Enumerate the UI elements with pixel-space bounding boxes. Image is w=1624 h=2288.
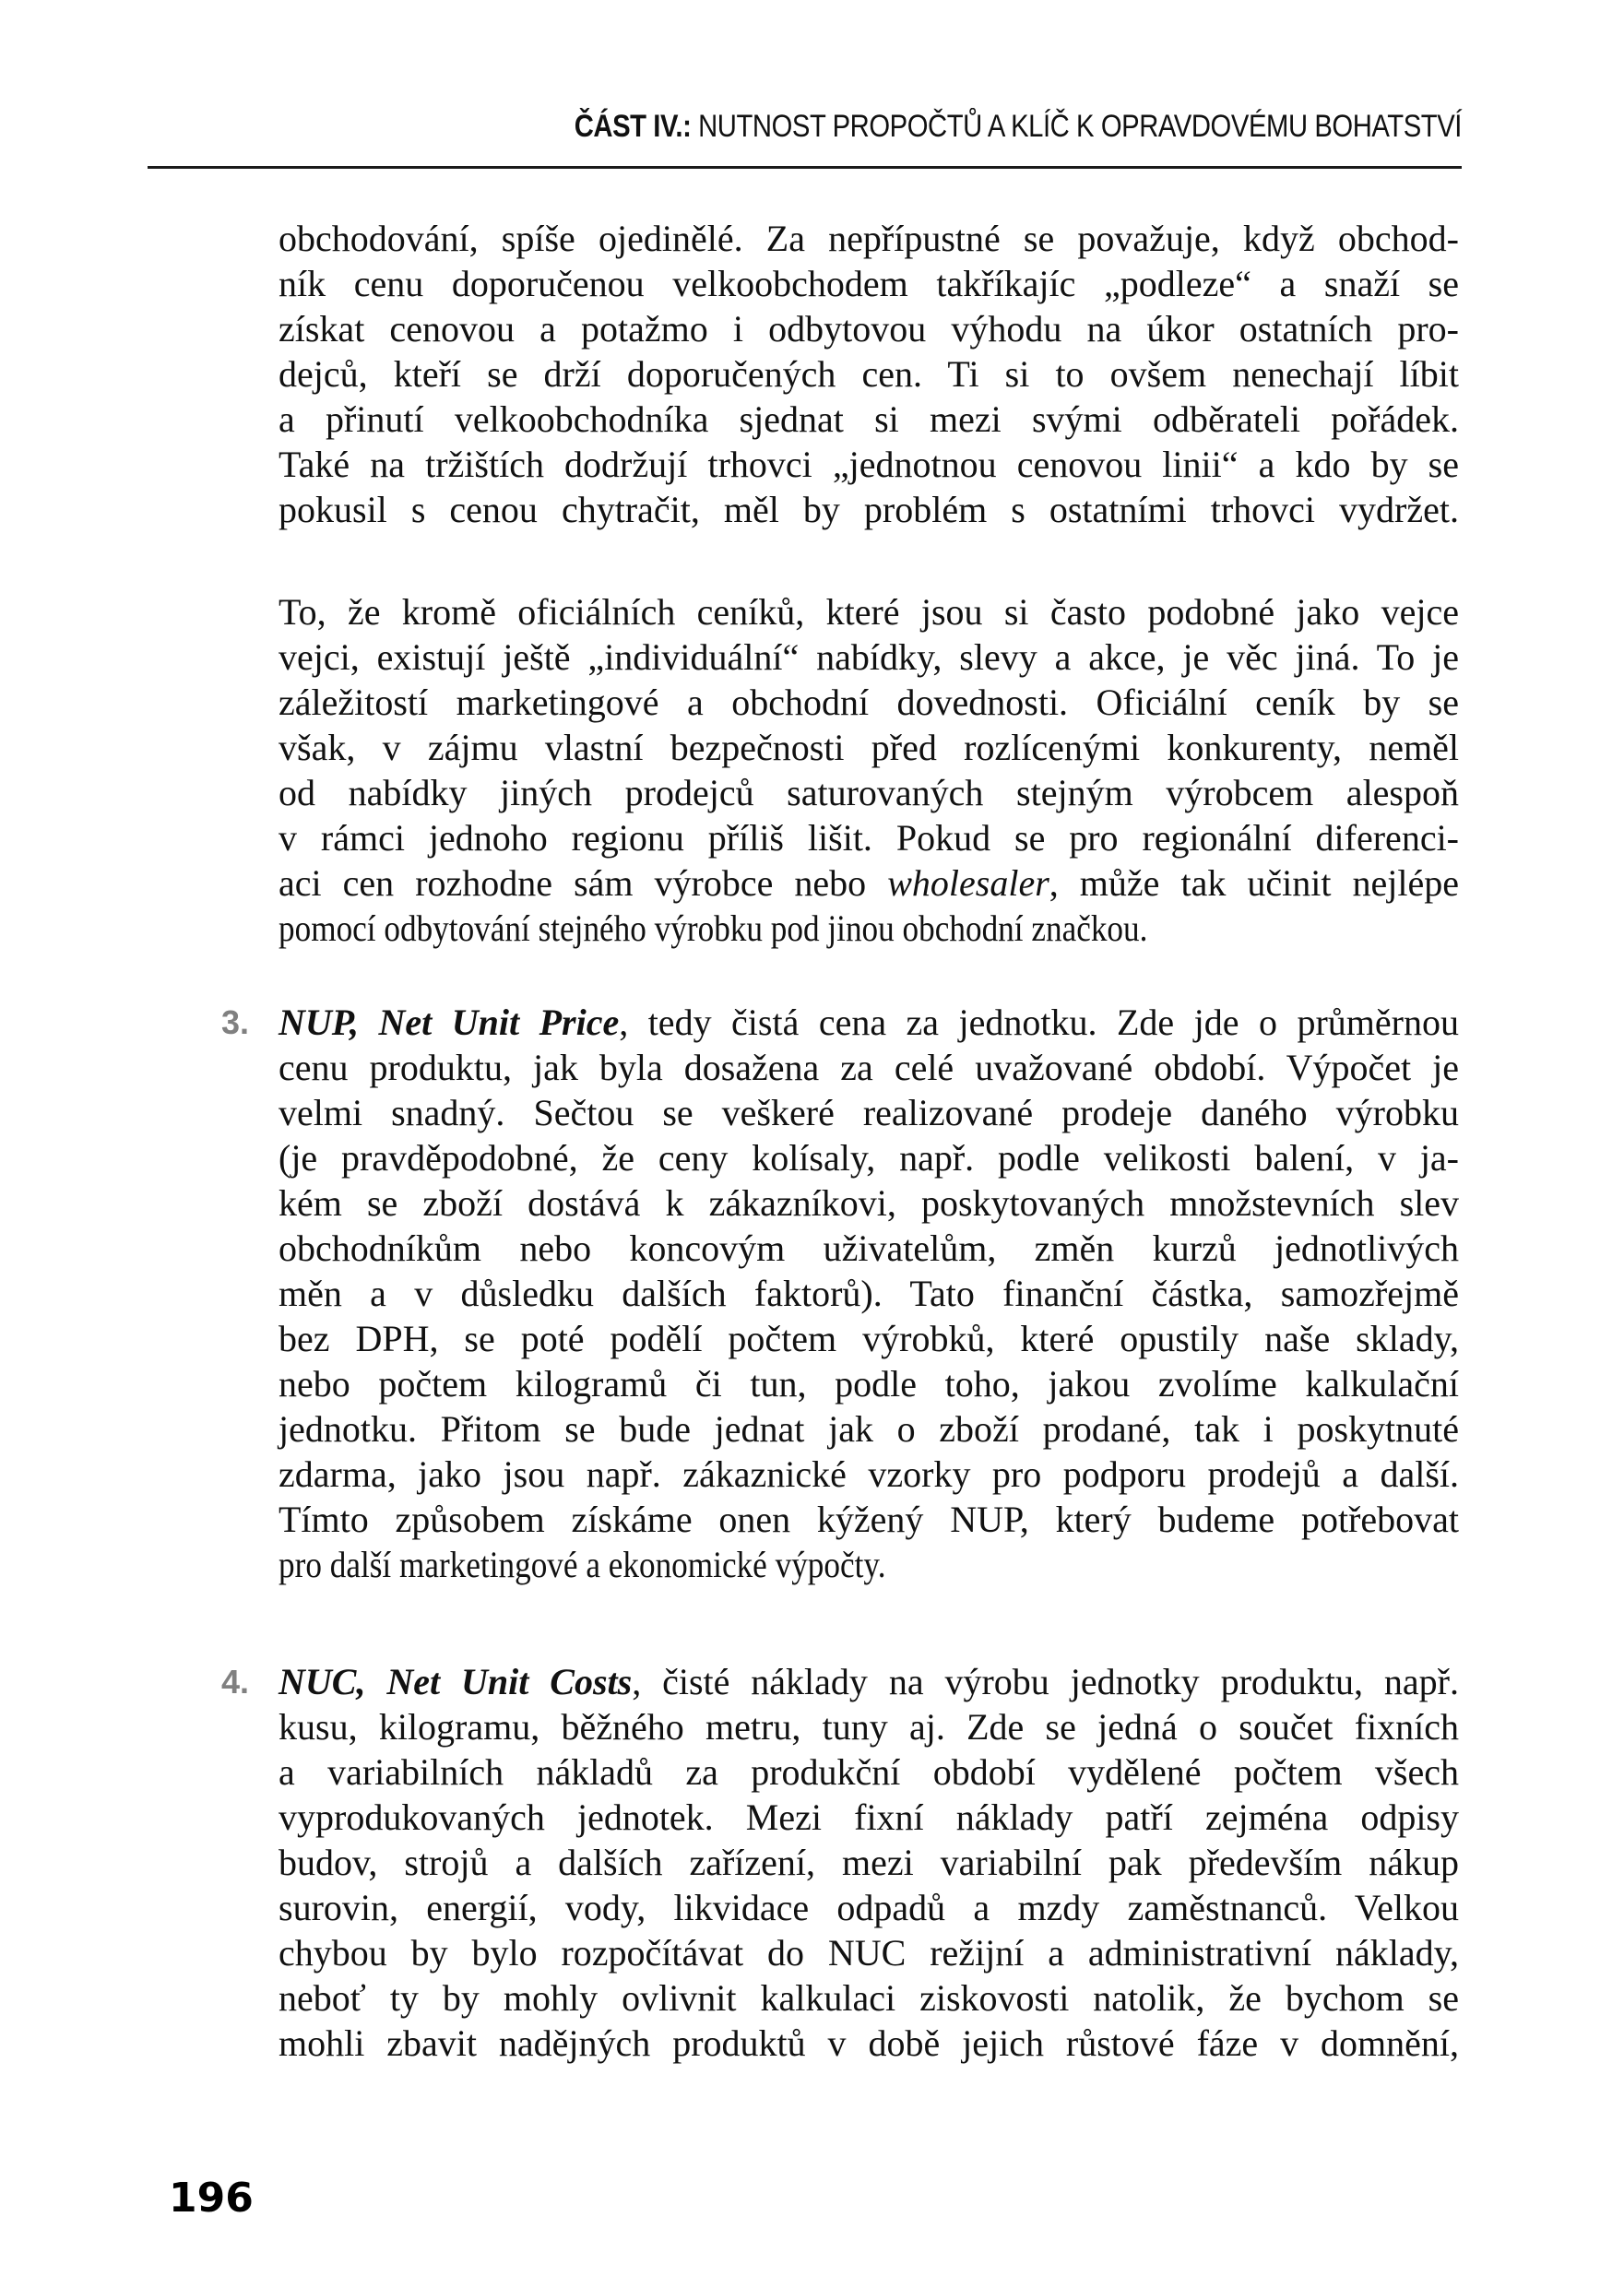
text-line: jednotku. Přitom se bude jednat jak o zboží prodané, tak i poskytnuté [279, 1408, 1459, 1450]
text-line: neboť ty by mohly ovlivnit kalkulaci ziskovosti natolik, že bychom se [279, 1977, 1459, 2019]
text-segment: , tedy čistá cena za jednotku. Zde jde o průměrnou [619, 1002, 1459, 1043]
term-heading: NUP, Net Unit Price [279, 1002, 620, 1043]
text-line: obchodování, spíše ojedinělé. Za nepřípustné se považuje, když obchod- [279, 218, 1459, 259]
text-line: To, že kromě oficiálních ceníků, které jsou si často podobné jako vejce [279, 591, 1459, 633]
text-line: měn a v důsledku dalších faktorů). Tato finanční částka, samozřejmě [279, 1273, 1459, 1314]
text-line: budov, strojů a dalších zařízení, mezi variabilní pak především nákup [279, 1842, 1459, 1883]
text-line: a přinutí velkoobchodníka sjednat si mezi svými odběrateli pořádek. [279, 398, 1459, 440]
text-line [279, 861, 1459, 906]
text-segment: aci cen rozhodne sám výrobce nebo [279, 862, 888, 904]
text-line: nebo počtem kilogramů či tun, podle toho, jakou zvolíme kalkulační [279, 1363, 1459, 1405]
running-header [332, 109, 1463, 145]
text-line: záležitostí marketingové a obchodní dovednosti. Oficiální ceník by se [279, 682, 1459, 723]
text-line: chybou by bylo rozpočítávat do NUC režijní a administrativní náklady, [279, 1932, 1459, 1974]
chapter-title: NUTNOST PROPOČTŮ A KLÍČ K OPRAVDOVÉMU BOHATSTVÍ [698, 109, 1462, 144]
header-rule [148, 166, 1462, 169]
text-line: pomocí odbytování stejného výrobku pod jinou obchodní značkou. [279, 907, 1148, 949]
page-number: 196 [169, 2175, 254, 2222]
text-line: (je pravděpodobné, že ceny kolísaly, např. podle velikosti balení, v ja- [279, 1137, 1459, 1179]
text-line: v rámci jednoho regionu příliš lišit. Pokud se pro regionální diferenci- [279, 817, 1459, 859]
text-line: Tímto způsobem získáme onen kýžený NUP, který budeme potřebovat [279, 1499, 1459, 1540]
part-label: ČÁST IV.: [574, 109, 692, 144]
text-line: kusu, kilogramu, běžného metru, tuny aj. Zde se jedná o součet fixních [279, 1706, 1459, 1748]
text-line: od nabídky jiných prodejců saturovaných stejným výrobcem alespoň [279, 772, 1459, 813]
text-line: mohli zbavit nadějných produktů v době jejich růstové fáze v domnění, [279, 2022, 1459, 2064]
text-line: pro další marketingové a ekonomické výpočty. [279, 1544, 886, 1585]
text-line: vejci, existují ještě „individuální“ nabídky, slevy a akce, je věc jiná. To je [279, 636, 1459, 678]
text-line: velmi snadný. Sečtou se veškeré realizované prodeje daného výrobku [279, 1092, 1459, 1133]
text-line [279, 1660, 1459, 1704]
text-line: však, v zájmu vlastní bezpečnosti před rozlícenými konkurenty, neměl [279, 727, 1459, 768]
text-line: a variabilních nákladů za produkční období vydělené počtem všech [279, 1751, 1459, 1793]
text-line: vyprodukovaných jednotek. Mezi fixní náklady patří zejména odpisy [279, 1796, 1459, 1838]
text-line: Také na tržištích dodržují trhovci „jednotnou cenovou linii“ a kdo by se [279, 444, 1459, 485]
text-segment: , může tak učinit nejlépe [1049, 862, 1459, 904]
text-line: ník cenu doporučenou velkoobchodem takříkajíc „podleze“ a snaží se [279, 263, 1459, 304]
text-line: kém se zboží dostává k zákazníkovi, poskytovaných množstevních slev [279, 1182, 1459, 1224]
term-heading: NUC, Net Unit Costs [279, 1661, 633, 1702]
text-line: bez DPH, se poté podělí počtem výrobků, které opustily naše sklady, [279, 1318, 1459, 1359]
text-segment: , čisté náklady na výrobu jednotky produktu, např. [632, 1661, 1459, 1702]
italic-term: wholesaler [887, 862, 1049, 904]
text-line: obchodníkům nebo koncovým uživatelům, změn kurzů jednotlivých [279, 1227, 1459, 1269]
text-line: pokusil s cenou chytračit, měl by problém s ostatními trhovci vydržet. [279, 489, 1459, 530]
text-line: získat cenovou a potažmo i odbytovou výhodu na úkor ostatních pro- [279, 308, 1459, 350]
text-line: zdarma, jako jsou např. zákaznické vzorky pro podporu prodejů a další. [279, 1453, 1459, 1495]
text-line: surovin, energií, vody, likvidace odpadů a mzdy zaměstnanců. Velkou [279, 1887, 1459, 1928]
text-line: dejců, kteří se drží doporučených cen. Ti si to ovšem nenechají líbit [279, 353, 1459, 395]
text-line: cenu produktu, jak byla dosažena za celé uvažované období. Výpočet je [279, 1047, 1459, 1088]
list-marker: 3. [221, 1003, 250, 1041]
list-marker: 4. [221, 1663, 250, 1701]
text-line [279, 1001, 1459, 1045]
